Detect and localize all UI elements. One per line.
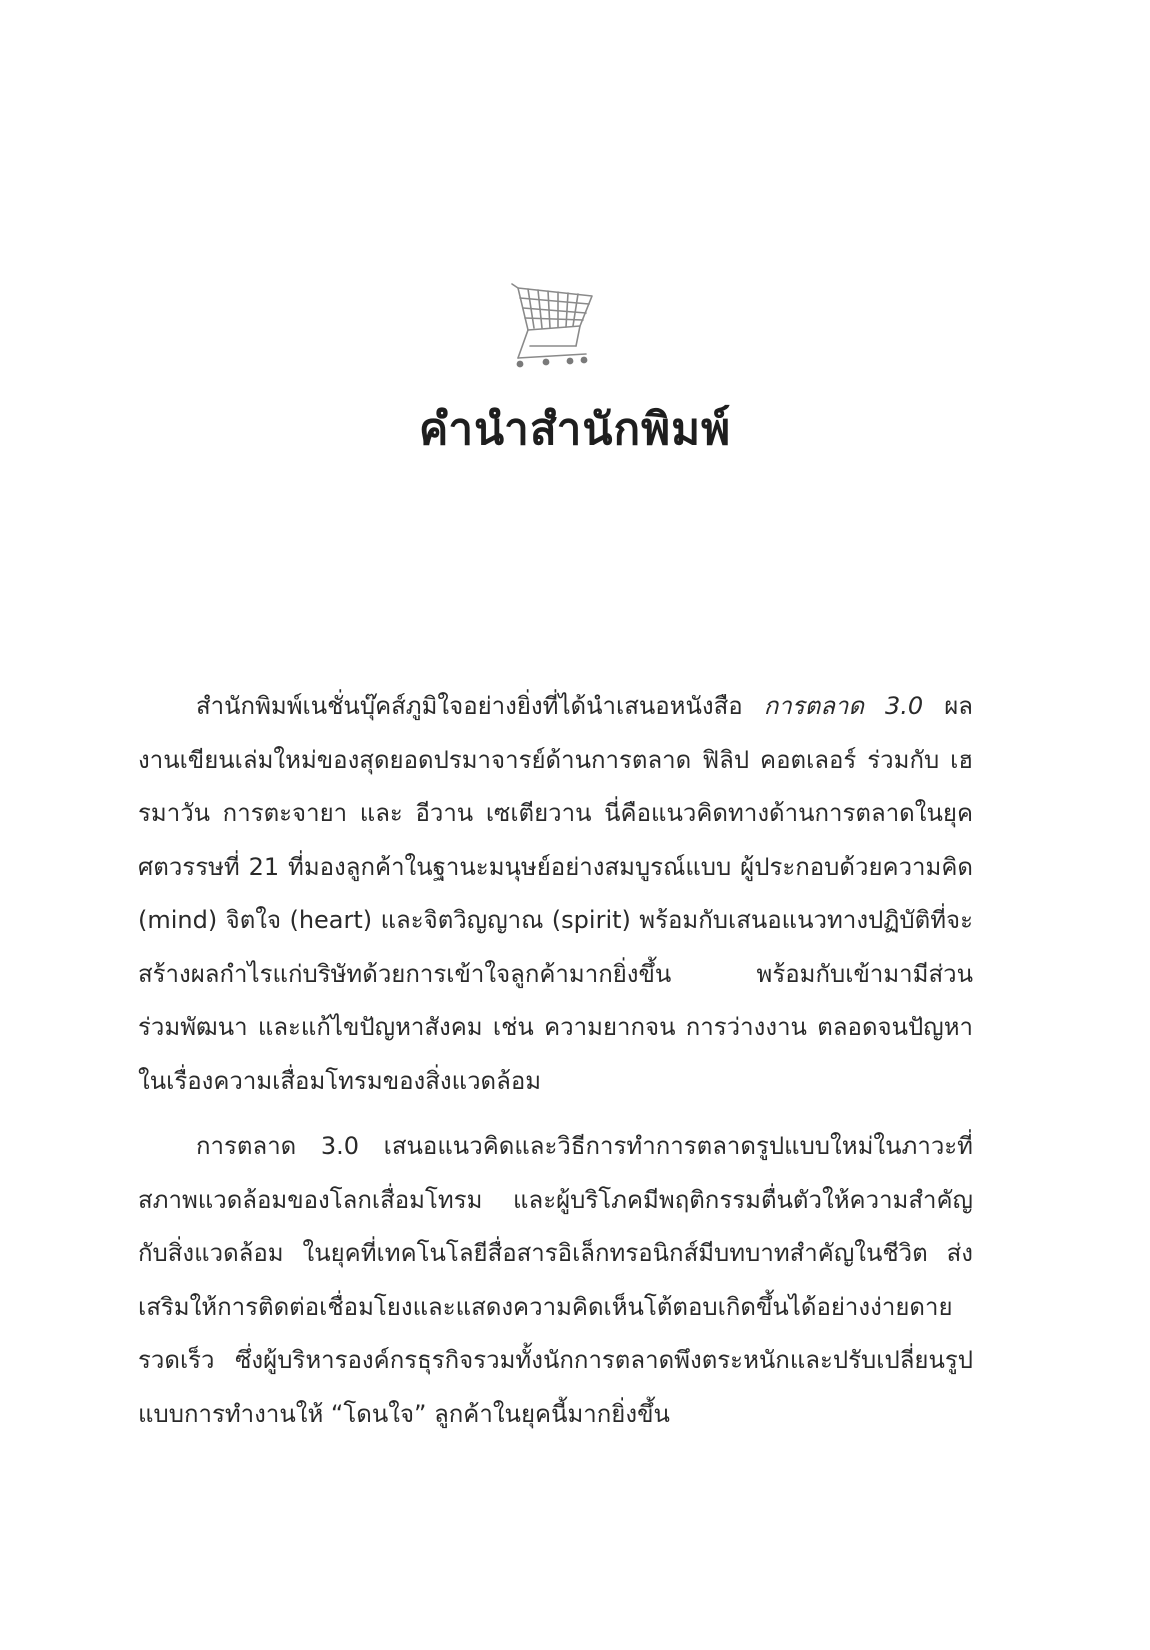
- paragraph: [138, 680, 973, 1108]
- paragraph-text: ผลงานเขียนเล่มใหม่ของสุดยอดปรมาจารย์ด้านการตลาด ฟิลิป คอตเลอร์ ร่วมกับ เฮรมาวัน การตะจายา และ อีวาน เซเตียวาน นี่คือแนวคิดทางด้านการตลาดในยุคศตวรรษที่ 21 ที่มองลูกค้าในฐานะมนุษย์อย่างสมบูรณ์แบบ ผู้ประกอบด้วยความคิด (mind) จิตใจ (heart) และจิตวิญญาณ (spirit) พร้อมกับเสนอแนวทางปฏิบัติที่จะสร้างผลกำไรแก่บริษัทด้วยการเข้าใจลูกค้ามากยิ่งขึ้น พร้อมกับเข้ามามีส่วนร่วมพัฒนา และแก้ไขปัญหาสังคม เช่น ความยากจน การว่างงาน ตลอดจนปัญหาในเรื่องความเสื่อมโทรมของสิ่งแวดล้อม: [138, 692, 973, 1095]
- paragraph-text: สำนักพิมพ์เนชั่นบุ๊คส์ภูมิใจอย่างยิ่งที่ได้นำเสนอหนังสือ: [196, 692, 764, 720]
- body-text: [138, 680, 973, 1453]
- book-title: การตลาด 3.0: [763, 692, 924, 720]
- page-title: คำนำสำนักพิมพ์: [418, 404, 732, 455]
- shopping-cart-icon: [510, 282, 596, 374]
- paragraph: การตลาด 3.0 เสนอแนวคิดและวิธีการทำการตลาดรูปแบบใหม่ในภาวะที่สภาพแวดล้อมของโลกเสื่อมโทรม และผู้บริโภคมีพฤติกรรมตื่นตัวให้ความสำคัญกับสิ่งแวดล้อม ในยุคที่เทคโนโลยีสื่อสารอิเล็กทรอนิกส์มีบทบาทสำคัญในชีวิต ส่งเสริมให้การติดต่อเชื่อมโยงและแสดงความคิดเห็นโต้ตอบเกิดขึ้นได้อย่างง่ายดาย รวดเร็ว ซึ่งผู้บริหารองค์กรธุรกิจรวมทั้งนักการตลาดพึงตระหนักและปรับเปลี่ยนรูปแบบการทำงานให้ “โดนใจ” ลูกค้าในยุคนี้มากยิ่งขึ้น: [138, 1132, 973, 1428]
